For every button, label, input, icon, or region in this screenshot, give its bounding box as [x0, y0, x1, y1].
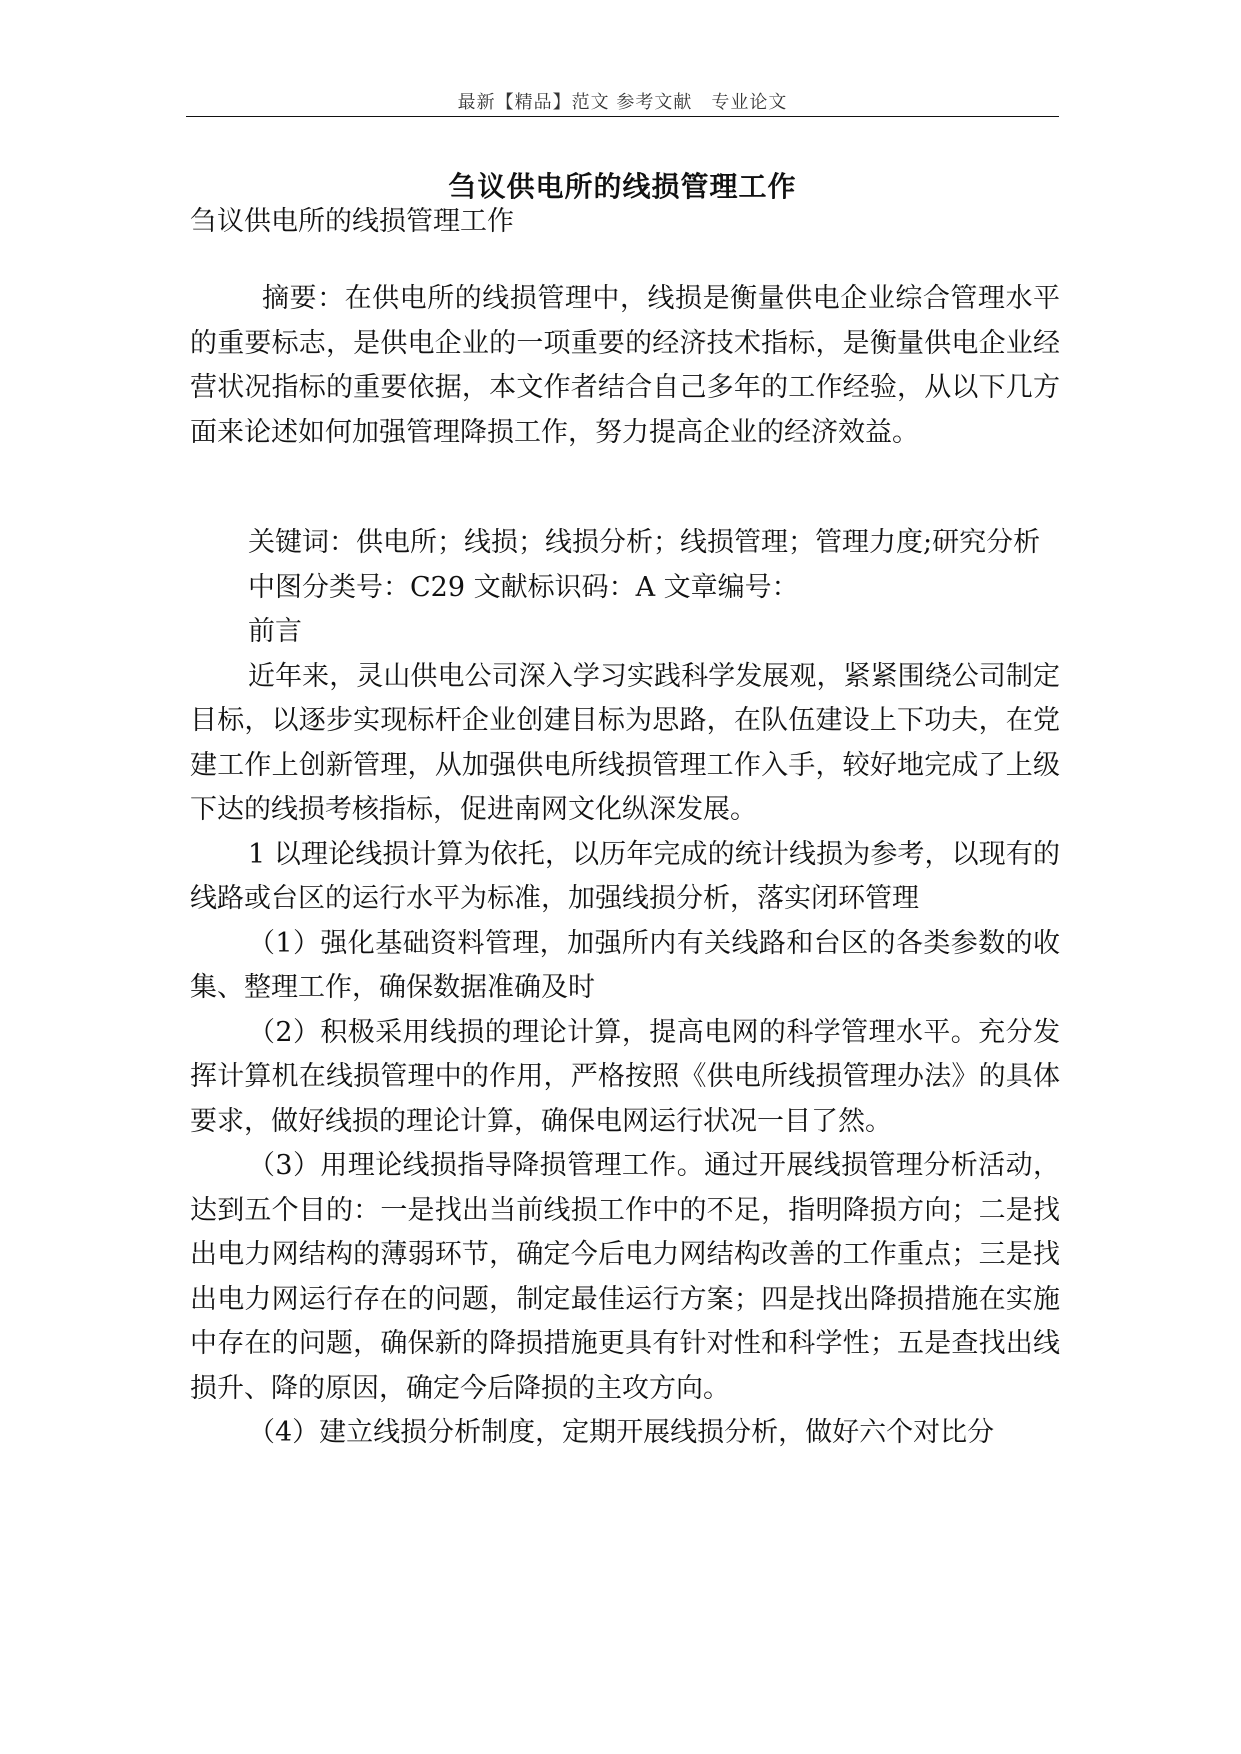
preface-heading: 前言 [248, 616, 302, 647]
abstract-block [190, 277, 1060, 455]
document-subtitle: 刍议供电所的线损管理工作 [190, 206, 514, 237]
list-item: （2）积极采用线损的理论计算，提高电网的科学管理水平。充分发挥计算机在线损管理中的作用，严格按照《供电所线损管理办法》的具体要求，做好线损的理论计算，确保电网运行状况一目了然。 [190, 1016, 1060, 1137]
document-body [190, 200, 1060, 245]
document-title: 刍议供电所的线损管理工作 [448, 170, 797, 203]
classification-line: 中图分类号：C29 文献标识码：A 文章编号： [248, 571, 799, 603]
preface-paragraph: 近年来，灵山供电公司深入学习实践科学发展观，紧紧围绕公司制定目标，以逐步实现标杆企业创建目标为思路，在队伍建设上下功夫，在党建工作上创新管理，从加强供电所线损管理工作入手，较好地完成了上级下达的线损考核指标，促进南网文化纵深发展。 [190, 660, 1060, 825]
list-item: （1）强化基础资料管理，加强所内有关线路和台区的各类参数的收集、整理工作，确保数据准确及时 [190, 927, 1060, 1003]
section-1-heading: 1 以理论线损计算为依托，以历年完成的统计线损为参考，以现有的线路或台区的运行水平为标准，加强线损分析，落实闭环管理 [190, 838, 1060, 914]
main-body [190, 521, 1060, 1456]
list-item: （3）用理论线损指导降损管理工作。通过开展线损管理分析活动，达到五个目的：一是找出当前线损工作中的不足，指明降损方向；二是找出电力网结构的薄弱环节，确定今后电力网结构改善的工作重点；三是找出电力网运行存在的问题，制定最佳运行方案；四是找出降损措施在实施中存在的问题，确保新的降损措施更具有针对性和科学性；五是查找出线损升、降的原因，确定今后降损的主攻方向。 [190, 1150, 1060, 1404]
abstract-paragraph: 摘要：在供电所的线损管理中，线损是衡量供电企业综合管理水平的重要标志，是供电企业的一项重要的经济技术指标，是衡量供电企业经营状况指标的重要依据，本文作者结合自己多年的工作经验，从以下几方面来论述如何加强管理降损工作，努力提高企业的经济效益。 [190, 283, 1060, 448]
list-item: （4）建立线损分析制度，定期开展线损分析，做好六个对比分 [248, 1417, 995, 1448]
header-divider [186, 116, 1059, 117]
keywords-paragraph: 关键词：供电所；线损；线损分析；线损管理；管理力度;研究分析 [248, 527, 1041, 558]
page-header: 最新【精品】范文 参考文献 专业论文 [457, 92, 788, 113]
